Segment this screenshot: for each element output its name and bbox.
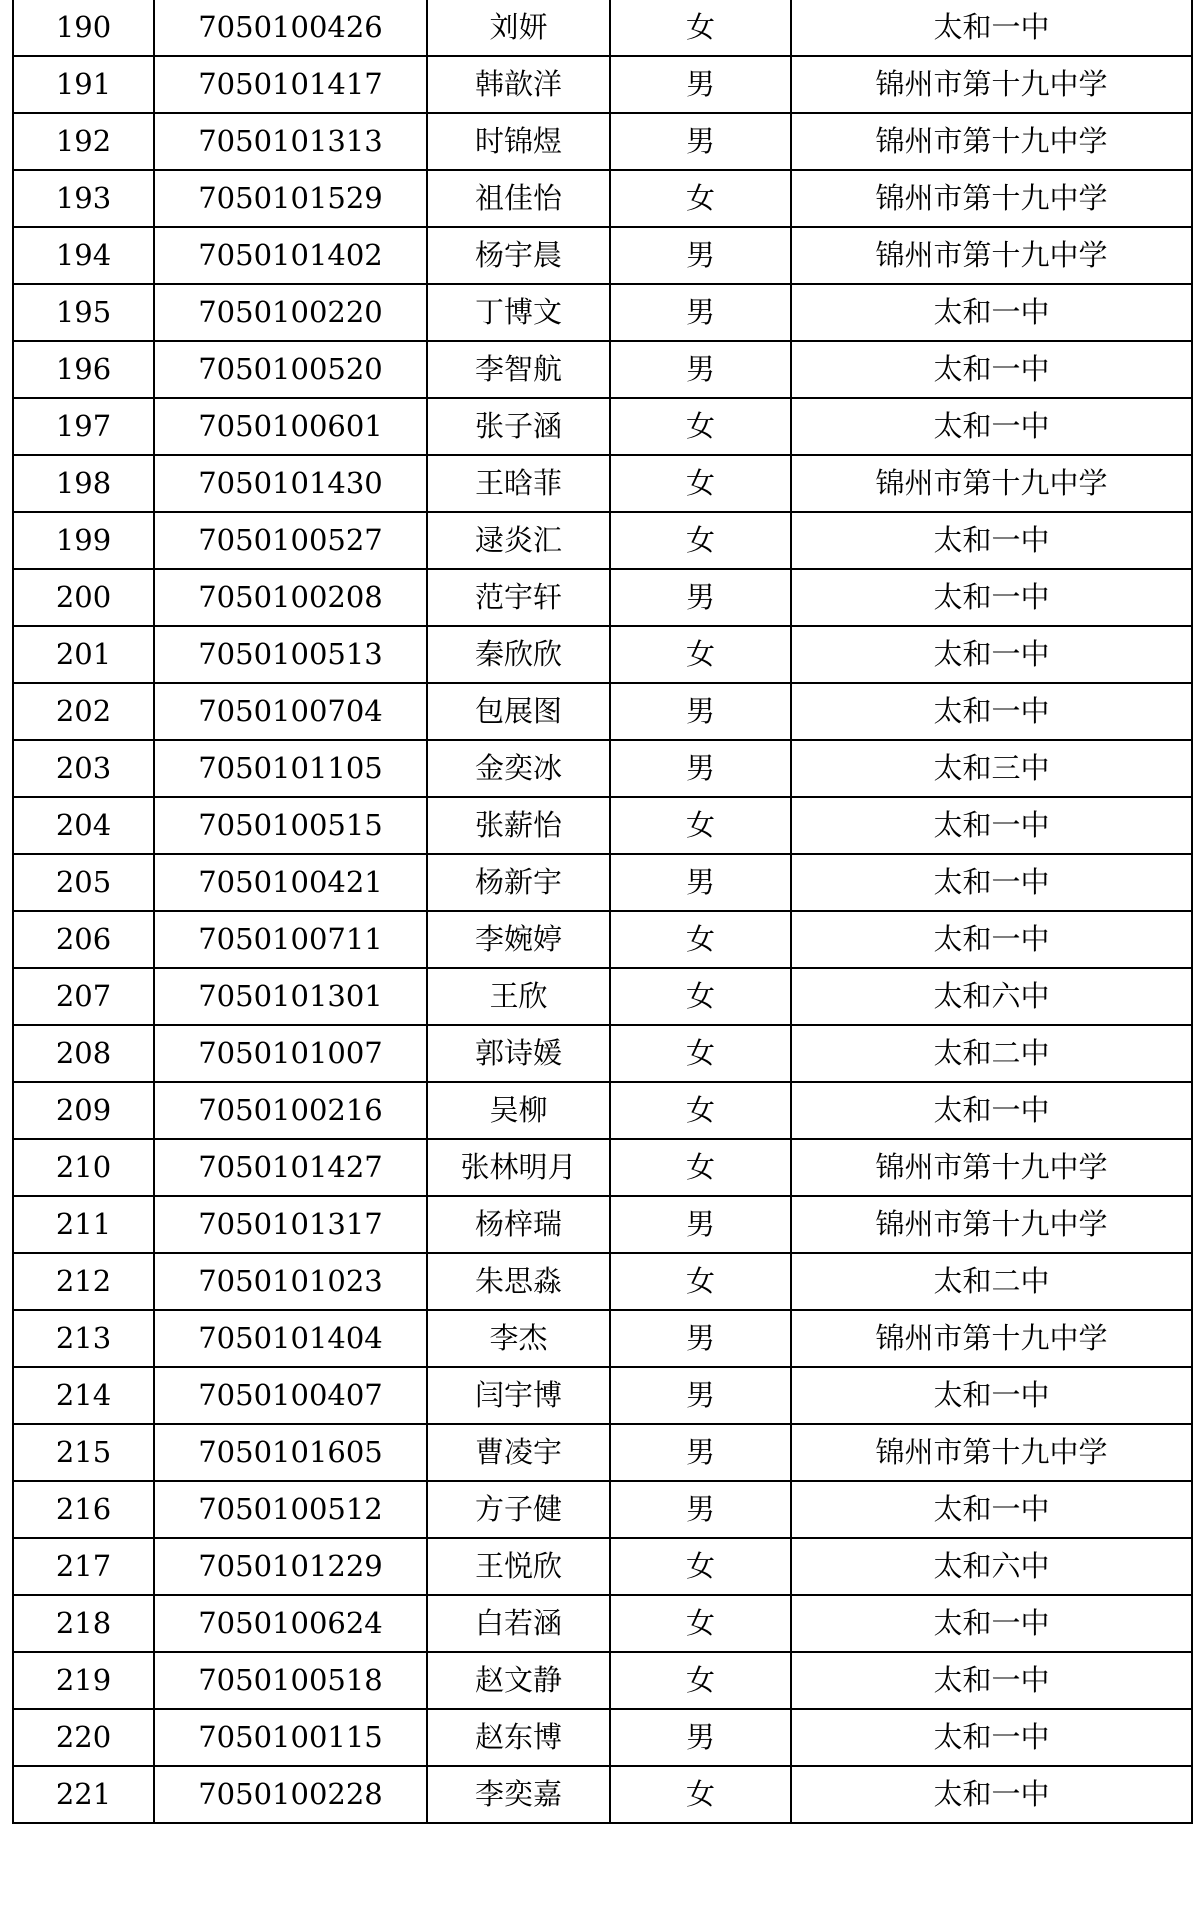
gender-cell: 女 — [610, 170, 791, 227]
gender-cell: 女 — [610, 1082, 791, 1139]
student-name-cell: 郭诗媛 — [427, 1025, 610, 1082]
gender-cell: 女 — [610, 512, 791, 569]
student-name-cell: 金奕冰 — [427, 740, 610, 797]
row-number-cell: 196 — [13, 341, 154, 398]
student-name-cell: 包展图 — [427, 683, 610, 740]
table-row — [13, 1652, 1192, 1709]
exam-id-cell: 7050100228 — [154, 1766, 427, 1823]
row-number-cell: 206 — [13, 911, 154, 968]
row-number-cell: 200 — [13, 569, 154, 626]
gender-cell: 男 — [610, 683, 791, 740]
row-number-cell: 212 — [13, 1253, 154, 1310]
school-cell: 太和一中 — [791, 284, 1192, 341]
student-name-cell: 李智航 — [427, 341, 610, 398]
exam-id-cell: 7050101427 — [154, 1139, 427, 1196]
table-row — [13, 1082, 1192, 1139]
student-name-cell: 刘妍 — [427, 0, 610, 56]
table-row — [13, 1595, 1192, 1652]
exam-id-cell: 7050100601 — [154, 398, 427, 455]
student-name-cell: 李奕嘉 — [427, 1766, 610, 1823]
school-cell: 太和一中 — [791, 512, 1192, 569]
gender-cell: 男 — [610, 284, 791, 341]
student-name-cell: 李杰 — [427, 1310, 610, 1367]
table-row — [13, 1367, 1192, 1424]
school-cell: 太和一中 — [791, 1367, 1192, 1424]
row-number-cell: 207 — [13, 968, 154, 1025]
table-row — [13, 968, 1192, 1025]
table-row — [13, 911, 1192, 968]
row-number-cell: 201 — [13, 626, 154, 683]
roster-body — [13, 0, 1192, 1823]
exam-id-cell: 7050100512 — [154, 1481, 427, 1538]
table-row — [13, 0, 1192, 56]
exam-id-cell: 7050100711 — [154, 911, 427, 968]
exam-id-cell: 7050101529 — [154, 170, 427, 227]
table-row — [13, 1766, 1192, 1823]
table-row — [13, 683, 1192, 740]
school-cell: 太和一中 — [791, 1595, 1192, 1652]
table-row — [13, 113, 1192, 170]
table-row — [13, 1025, 1192, 1082]
student-name-cell: 方子健 — [427, 1481, 610, 1538]
school-cell: 太和一中 — [791, 683, 1192, 740]
exam-id-cell: 7050101023 — [154, 1253, 427, 1310]
row-number-cell: 208 — [13, 1025, 154, 1082]
gender-cell: 女 — [610, 1025, 791, 1082]
row-number-cell: 191 — [13, 56, 154, 113]
school-cell: 太和一中 — [791, 1766, 1192, 1823]
gender-cell: 男 — [610, 569, 791, 626]
student-name-cell: 李婉婷 — [427, 911, 610, 968]
exam-id-cell: 7050100208 — [154, 569, 427, 626]
gender-cell: 女 — [610, 398, 791, 455]
school-cell: 锦州市第十九中学 — [791, 1310, 1192, 1367]
row-number-cell: 216 — [13, 1481, 154, 1538]
student-name-cell: 朱思淼 — [427, 1253, 610, 1310]
exam-id-cell: 7050101313 — [154, 113, 427, 170]
school-cell: 太和一中 — [791, 797, 1192, 854]
student-name-cell: 赵文静 — [427, 1652, 610, 1709]
table-row — [13, 1139, 1192, 1196]
exam-id-cell: 7050100520 — [154, 341, 427, 398]
gender-cell: 男 — [610, 1709, 791, 1766]
student-name-cell: 王悦欣 — [427, 1538, 610, 1595]
gender-cell: 男 — [610, 854, 791, 911]
row-number-cell: 217 — [13, 1538, 154, 1595]
row-number-cell: 214 — [13, 1367, 154, 1424]
row-number-cell: 215 — [13, 1424, 154, 1481]
row-number-cell: 220 — [13, 1709, 154, 1766]
school-cell: 锦州市第十九中学 — [791, 1424, 1192, 1481]
school-cell: 太和一中 — [791, 1481, 1192, 1538]
school-cell: 太和一中 — [791, 1652, 1192, 1709]
exam-id-cell: 7050100518 — [154, 1652, 427, 1709]
exam-id-cell: 7050100216 — [154, 1082, 427, 1139]
student-name-cell: 杨梓瑞 — [427, 1196, 610, 1253]
exam-id-cell: 7050101317 — [154, 1196, 427, 1253]
row-number-cell: 198 — [13, 455, 154, 512]
exam-id-cell: 7050101430 — [154, 455, 427, 512]
student-name-cell: 吴柳 — [427, 1082, 610, 1139]
exam-id-cell: 7050101301 — [154, 968, 427, 1025]
table-row — [13, 626, 1192, 683]
gender-cell: 女 — [610, 1139, 791, 1196]
student-name-cell: 王欣 — [427, 968, 610, 1025]
gender-cell: 女 — [610, 1253, 791, 1310]
table-row — [13, 854, 1192, 911]
school-cell: 太和一中 — [791, 569, 1192, 626]
school-cell: 锦州市第十九中学 — [791, 1139, 1192, 1196]
school-cell: 锦州市第十九中学 — [791, 1196, 1192, 1253]
row-number-cell: 192 — [13, 113, 154, 170]
row-number-cell: 218 — [13, 1595, 154, 1652]
row-number-cell: 199 — [13, 512, 154, 569]
table-row — [13, 227, 1192, 284]
exam-id-cell: 7050100527 — [154, 512, 427, 569]
gender-cell: 女 — [610, 911, 791, 968]
row-number-cell: 209 — [13, 1082, 154, 1139]
gender-cell: 女 — [610, 968, 791, 1025]
table-row — [13, 740, 1192, 797]
table-row — [13, 56, 1192, 113]
row-number-cell: 193 — [13, 170, 154, 227]
exam-id-cell: 7050101605 — [154, 1424, 427, 1481]
gender-cell: 女 — [610, 797, 791, 854]
gender-cell: 男 — [610, 1310, 791, 1367]
student-name-cell: 张子涵 — [427, 398, 610, 455]
row-number-cell: 210 — [13, 1139, 154, 1196]
row-number-cell: 211 — [13, 1196, 154, 1253]
school-cell: 太和一中 — [791, 341, 1192, 398]
row-number-cell: 221 — [13, 1766, 154, 1823]
row-number-cell: 202 — [13, 683, 154, 740]
exam-id-cell: 7050101105 — [154, 740, 427, 797]
exam-id-cell: 7050100115 — [154, 1709, 427, 1766]
table-row — [13, 1424, 1192, 1481]
exam-id-cell: 7050100704 — [154, 683, 427, 740]
school-cell: 锦州市第十九中学 — [791, 227, 1192, 284]
table-row — [13, 797, 1192, 854]
gender-cell: 女 — [610, 455, 791, 512]
gender-cell: 男 — [610, 740, 791, 797]
gender-cell: 男 — [610, 1481, 791, 1538]
student-name-cell: 杨宇晨 — [427, 227, 610, 284]
exam-id-cell: 7050100421 — [154, 854, 427, 911]
school-cell: 太和二中 — [791, 1253, 1192, 1310]
exam-id-cell: 7050101402 — [154, 227, 427, 284]
student-name-cell: 逯炎汇 — [427, 512, 610, 569]
school-cell: 太和一中 — [791, 854, 1192, 911]
school-cell: 锦州市第十九中学 — [791, 113, 1192, 170]
school-cell: 太和一中 — [791, 1082, 1192, 1139]
school-cell: 太和六中 — [791, 1538, 1192, 1595]
table-row — [13, 1481, 1192, 1538]
row-number-cell: 203 — [13, 740, 154, 797]
school-cell: 太和一中 — [791, 1709, 1192, 1766]
gender-cell: 男 — [610, 1424, 791, 1481]
gender-cell: 女 — [610, 1766, 791, 1823]
student-name-cell: 张薪怡 — [427, 797, 610, 854]
gender-cell: 男 — [610, 1196, 791, 1253]
student-name-cell: 韩歆洋 — [427, 56, 610, 113]
student-roster-table — [12, 0, 1193, 1824]
exam-id-cell: 7050100515 — [154, 797, 427, 854]
exam-id-cell: 7050101229 — [154, 1538, 427, 1595]
student-name-cell: 闫宇博 — [427, 1367, 610, 1424]
table-row — [13, 1196, 1192, 1253]
exam-id-cell: 7050100513 — [154, 626, 427, 683]
student-name-cell: 祖佳怡 — [427, 170, 610, 227]
gender-cell: 女 — [610, 1652, 791, 1709]
table-row — [13, 1253, 1192, 1310]
gender-cell: 男 — [610, 227, 791, 284]
student-name-cell: 丁博文 — [427, 284, 610, 341]
row-number-cell: 194 — [13, 227, 154, 284]
student-name-cell: 杨新宇 — [427, 854, 610, 911]
student-name-cell: 范宇轩 — [427, 569, 610, 626]
school-cell: 太和二中 — [791, 1025, 1192, 1082]
gender-cell: 女 — [610, 1538, 791, 1595]
exam-id-cell: 7050101404 — [154, 1310, 427, 1367]
student-name-cell: 王晗菲 — [427, 455, 610, 512]
student-name-cell: 张林明月 — [427, 1139, 610, 1196]
school-cell: 太和一中 — [791, 911, 1192, 968]
school-cell: 锦州市第十九中学 — [791, 56, 1192, 113]
student-name-cell: 曹凌宇 — [427, 1424, 610, 1481]
gender-cell: 女 — [610, 1595, 791, 1652]
row-number-cell: 205 — [13, 854, 154, 911]
row-number-cell: 197 — [13, 398, 154, 455]
table-row — [13, 1310, 1192, 1367]
gender-cell: 男 — [610, 1367, 791, 1424]
student-name-cell: 赵东博 — [427, 1709, 610, 1766]
school-cell: 太和六中 — [791, 968, 1192, 1025]
school-cell: 锦州市第十九中学 — [791, 455, 1192, 512]
gender-cell: 女 — [610, 0, 791, 56]
exam-id-cell: 7050100426 — [154, 0, 427, 56]
table-row — [13, 569, 1192, 626]
school-cell: 太和一中 — [791, 0, 1192, 56]
school-cell: 太和一中 — [791, 398, 1192, 455]
table-row — [13, 512, 1192, 569]
school-cell: 太和三中 — [791, 740, 1192, 797]
student-name-cell: 秦欣欣 — [427, 626, 610, 683]
exam-id-cell: 7050100407 — [154, 1367, 427, 1424]
gender-cell: 女 — [610, 626, 791, 683]
exam-id-cell: 7050101007 — [154, 1025, 427, 1082]
school-cell: 太和一中 — [791, 626, 1192, 683]
gender-cell: 男 — [610, 113, 791, 170]
exam-id-cell: 7050100220 — [154, 284, 427, 341]
gender-cell: 男 — [610, 56, 791, 113]
student-name-cell: 白若涵 — [427, 1595, 610, 1652]
table-row — [13, 1709, 1192, 1766]
exam-id-cell: 7050101417 — [154, 56, 427, 113]
row-number-cell: 195 — [13, 284, 154, 341]
student-name-cell: 时锦煜 — [427, 113, 610, 170]
row-number-cell: 213 — [13, 1310, 154, 1367]
school-cell: 锦州市第十九中学 — [791, 170, 1192, 227]
row-number-cell: 219 — [13, 1652, 154, 1709]
exam-id-cell: 7050100624 — [154, 1595, 427, 1652]
table-row — [13, 170, 1192, 227]
table-row — [13, 341, 1192, 398]
table-row — [13, 284, 1192, 341]
row-number-cell: 204 — [13, 797, 154, 854]
row-number-cell: 190 — [13, 0, 154, 56]
table-row — [13, 455, 1192, 512]
table-row — [13, 1538, 1192, 1595]
gender-cell: 男 — [610, 341, 791, 398]
table-row — [13, 398, 1192, 455]
